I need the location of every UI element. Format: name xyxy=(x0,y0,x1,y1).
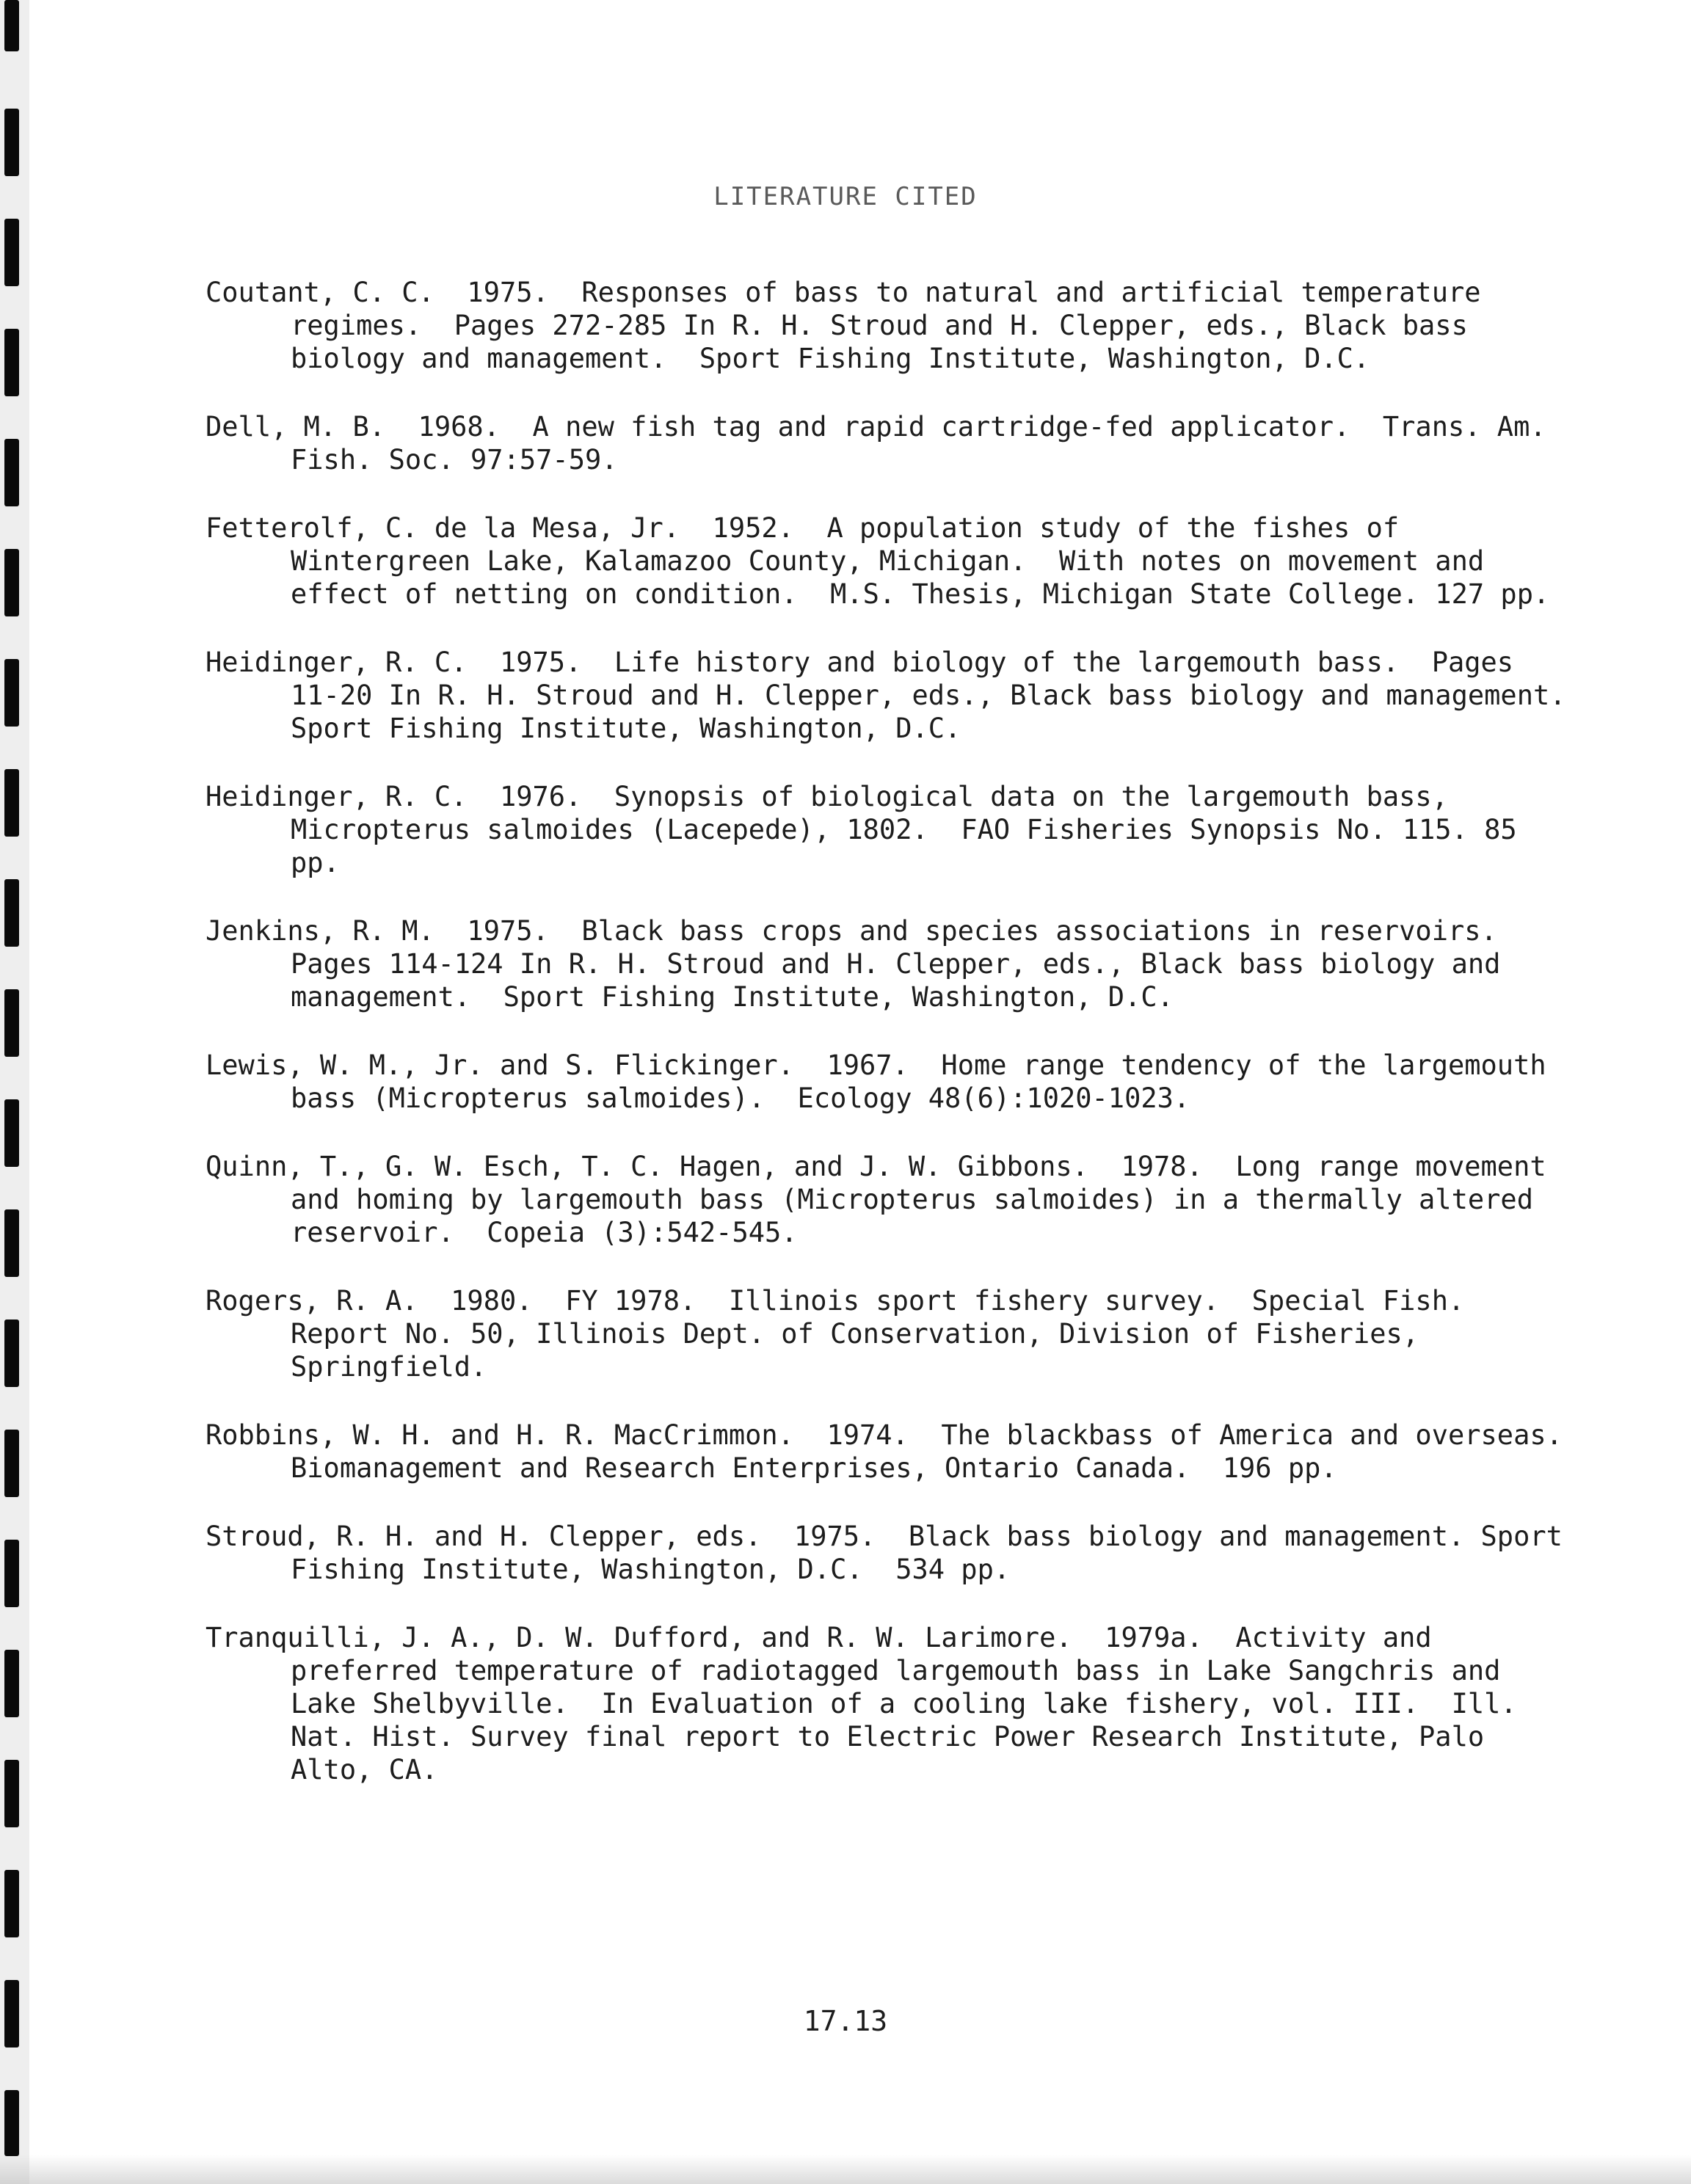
reference-entry: Robbins, W. H. and H. R. MacCrimmon. 1974. The blackbass of America and overseas. Biomanagement and Research Enterprises, Ontario Canada. 196 pp. xyxy=(206,1419,1596,1484)
binder-strip xyxy=(0,0,29,2184)
binder-hole xyxy=(4,1320,19,1387)
reference-entry: Jenkins, R. M. 1975. Black bass crops and species associations in reservoirs. Pages 114-124 In R. H. Stroud and H. Clepper, eds., Black bass biology and management. Sport Fishing Institute, Washington, D.C. xyxy=(206,915,1517,1013)
page-number: 17.13 xyxy=(803,2005,888,2037)
reference-entry: Stroud, R. H. and H. Clepper, eds. 1975. Black bass biology and management. Sport Fishing Institute, Washington, D.C. 534 pp. xyxy=(206,1521,1579,1585)
reference-entry: Heidinger, R. C. 1975. Life history and biology of the largemouth bass. Pages 11-20 In R. H. Stroud and H. Clepper, eds., Black bass biology and management. Sport Fishing Institute, Washington, D.C. xyxy=(206,647,1599,744)
binder-hole xyxy=(4,1430,19,1497)
binder-hole xyxy=(4,2090,19,2156)
page-title: LITERATURE CITED xyxy=(713,182,978,211)
binder-hole xyxy=(4,1870,19,1937)
reference-entry: Dell, M. B. 1968. A new fish tag and rapid cartridge-fed applicator. Trans. Am. Fish. Soc. 97:57-59. xyxy=(206,411,1563,476)
scan-noise xyxy=(0,2155,1691,2184)
binder-hole xyxy=(4,0,19,51)
binder-hole xyxy=(4,1099,19,1167)
reference-entry: Rogers, R. A. 1980. FY 1978. Illinois sport fishery survey. Special Fish. Report No. 50, Illinois Dept. of Conservation, Division of Fisheries, Springfield. xyxy=(206,1285,1481,1383)
reference-entry: Quinn, T., G. W. Esch, T. C. Hagen, and J. W. Gibbons. 1978. Long range movement and homing by largemouth bass (Micropterus salmoides) in a thermally altered reservoir. Copeia (3):542-545. xyxy=(206,1151,1563,1248)
binder-hole xyxy=(4,219,19,286)
binder-hole xyxy=(4,109,19,176)
binder-hole xyxy=(4,329,19,396)
binder-hole xyxy=(4,1540,19,1607)
reference-entry: Coutant, C. C. 1975. Responses of bass to natural and artificial temperature regimes. Pages 272-285 In R. H. Stroud and H. Clepper, eds., Black bass biology and management. Sport Fishing Institute, Washington, D.C. xyxy=(206,277,1497,374)
binder-hole xyxy=(4,989,19,1057)
reference-list xyxy=(206,276,1599,1786)
binder-hole xyxy=(4,879,19,947)
reference-entry: Heidinger, R. C. 1976. Synopsis of biological data on the largemouth bass, Micropterus salmoides (Lacepede), 1802. FAO Fisheries Synopsis No. 115. 85 pp. xyxy=(206,781,1533,878)
binder-hole xyxy=(4,439,19,506)
binder-hole xyxy=(4,769,19,837)
binder-hole xyxy=(4,659,19,727)
binder-hole xyxy=(4,1650,19,1717)
reference-entry: Fetterolf, C. de la Mesa, Jr. 1952. A population study of the fishes of Wintergreen Lake, Kalamazoo County, Michigan. With notes on movement and effect of netting on condition. M.S. Thesis, Michigan State College. 127 pp. xyxy=(206,512,1550,610)
binder-hole xyxy=(4,1209,19,1277)
binder-hole xyxy=(4,1760,19,1827)
binder-hole xyxy=(4,549,19,616)
reference-entry: Lewis, W. M., Jr. and S. Flickinger. 1967. Home range tendency of the largemouth bass (Micropterus salmoides). Ecology 48(6):1020-1023. xyxy=(206,1049,1563,1114)
reference-entry: Tranquilli, J. A., D. W. Dufford, and R. W. Larimore. 1979a. Activity and preferred temperature of radiotagged largemouth bass in Lake Sangchris and Lake Shelbyville. In Evaluation of a cooling lake fishery, vol. III. Ill. Nat. Hist. Survey final report to Electric Power Research Institute, Palo Alto, CA. xyxy=(206,1622,1533,1786)
